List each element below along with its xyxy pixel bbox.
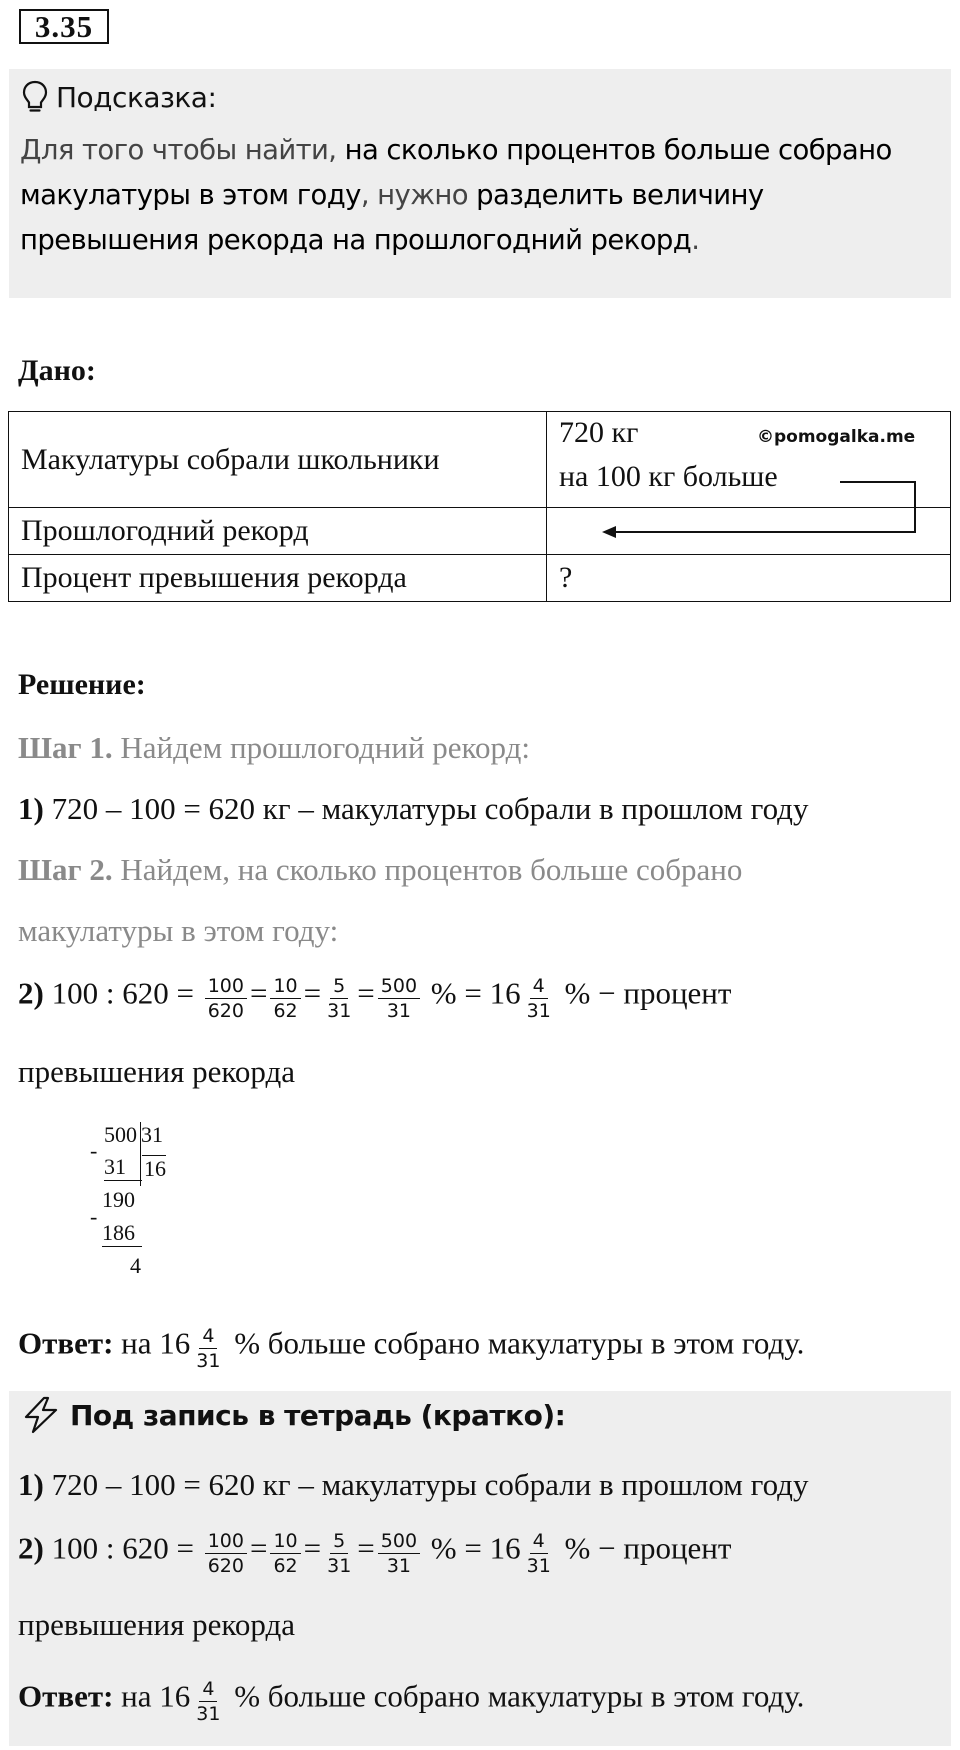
given-heading: Дано: (18, 354, 96, 387)
given-label: Прошлогодний рекорд (9, 508, 547, 555)
step-2-cont: макулатуры в этом году: (18, 913, 339, 948)
fraction: $\frac{5}{31}$ (327, 975, 352, 1022)
fraction: $\frac{5}{31}$ (327, 1530, 352, 1577)
solution-line-2-cont: превышения рекорда (18, 1054, 296, 1089)
fraction: $\frac{500}{31}$ (378, 974, 420, 1023)
fraction: $\frac{100}{620}$ (205, 1529, 247, 1578)
fraction: $\frac{100}{620}$ (205, 974, 247, 1023)
notebook-heading (22, 1396, 565, 1434)
step-2: Шаг 2. Найдем, на сколько процентов больше собрано (18, 852, 743, 887)
given-value: ? (547, 555, 951, 602)
notebook-line-2-cont: превышения рекорда (18, 1607, 296, 1642)
notebook-answer: Ответ: на 16 $\frac{4}{31}$ % больше собрано макулатуры в этом году. (18, 1678, 805, 1725)
fraction: $\frac{4}{31}$ (526, 975, 551, 1022)
problem-number: 3.35 (19, 9, 109, 44)
answer-line: Ответ: на 16 $\frac{4}{31}$ % больше собрано макулатуры в этом году. (18, 1325, 805, 1372)
solution-line-2: 2) 100 : 620 = $\frac{100}{620}$ = $\frac{10}{62}$ = $\frac{5}{31}$ = $\frac{500}{31}$ % = 16 $\frac{4}{31}$ % − процент (18, 975, 732, 1022)
value-720: 720 кг (559, 416, 639, 449)
hint-label: Подсказка: (56, 80, 217, 114)
fraction: $\frac{500}{31}$ (378, 1529, 420, 1578)
notebook-label: Под запись в тетрадь (кратко): (70, 1398, 566, 1432)
arrow-icon (0, 0, 960, 600)
hint-text: Для того чтобы найти, на сколько процентов больше собрано макулатуры в этом году, нужно разделить величину превышения рекорда на прошлогодний рекорд. (20, 134, 892, 256)
lightning-icon (22, 1396, 60, 1434)
given-label: Процент превышения рекорда (9, 555, 547, 602)
given-label: Макулатуры собрали школьники (9, 412, 547, 508)
fraction: $\frac{4}{31}$ (196, 1325, 221, 1372)
value-more: на 100 кг больше (559, 460, 778, 493)
watermark: ©pomogalka.me (757, 427, 916, 447)
step-1: Шаг 1. Найдем прошлогодний рекорд: (18, 730, 531, 765)
solution-line-1: 1) 720 – 100 = 620 кг – макулатуры собрали в прошлом году (18, 791, 809, 826)
fraction: $\frac{4}{31}$ (526, 1530, 551, 1577)
solution-heading: Решение: (18, 668, 146, 701)
fraction: $\frac{10}{62}$ (270, 974, 300, 1023)
notebook-line-1: 1) 720 – 100 = 620 кг – макулатуры собрали в прошлом году (18, 1467, 809, 1502)
fraction: $\frac{4}{31}$ (196, 1678, 221, 1725)
notebook-line-2: 2) 100 : 620 = $\frac{100}{620}$ = $\frac{10}{62}$ = $\frac{5}{31}$ = $\frac{500}{31}$ % = 16 $\frac{4}{31}$ % − процент (18, 1530, 732, 1577)
fraction: $\frac{10}{62}$ (270, 1529, 300, 1578)
long-division: 500 31 - 31 16 190 - 186 4 (90, 1122, 166, 1278)
